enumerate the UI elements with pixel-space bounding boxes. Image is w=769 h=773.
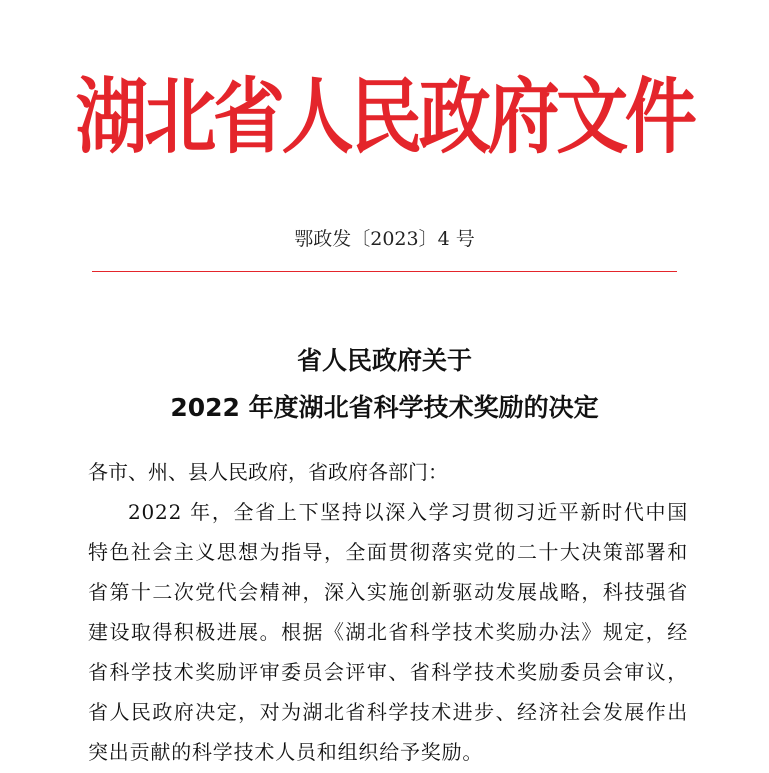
document-title-line-2: 2022 年度湖北省科学技术奖励的决定 (170, 393, 599, 422)
salutation: 各市、州、县人民政府，省政府各部门： (88, 460, 448, 484)
body-paragraph: 2022 年，全省上下坚持以深入学习贯彻习近平新时代中国特色社会主义思想为指导，全面贯彻落实党的二十大决策部署和省第十二次党代会精神，深入实施创新驱动发展战略，科技强省建设取得积极进展。根据《湖北省科学技术奖励办法》规定，经省科学技术奖励评审委员会评审、省科学技术奖励委员会审议，省人民政府决定，对为湖北省科学技术进步、经济社会发展作出突出贡献的科学技术人员和组织给予奖励。 (88, 500, 688, 764)
document-title-line-1: 省人民政府关于 (296, 346, 472, 375)
document-masthead: 湖北省人民政府文件 (75, 70, 694, 165)
header-divider (92, 271, 677, 272)
document-number: 鄂政发〔2023〕4 号 (294, 228, 475, 250)
